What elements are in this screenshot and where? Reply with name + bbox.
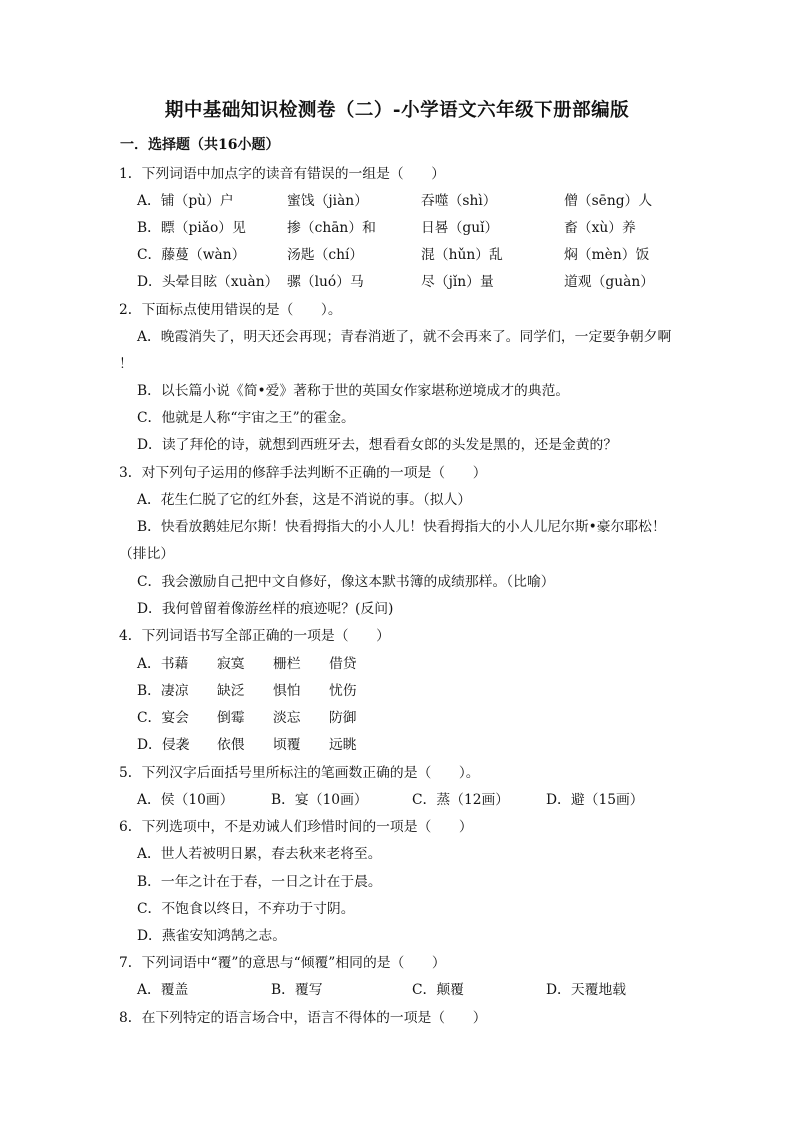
page-title: 期中基础知识检测卷（二）-小学语文六年级下册部编版	[164, 100, 630, 121]
option-d: D．避（15画）	[546, 792, 644, 808]
option-a: A．覆盖	[137, 982, 189, 998]
option-cell: 掺（chān）和	[287, 220, 376, 236]
option-cell: D．头晕目眩（xuàn）	[137, 274, 279, 290]
option-cell: 僧（sēng）人	[564, 193, 653, 209]
question-5-stem: 5．下列汉字后面括号里所标注的笔画数正确的是（ ）。	[119, 765, 480, 781]
option-cell: 日晷（guǐ）	[421, 220, 499, 236]
option-cell: A．铺（pù）户	[137, 193, 234, 209]
question-2-option-c: C．他就是人称“宇宙之王”的霍金。	[137, 410, 355, 426]
option-cell: 道观（guàn）	[564, 274, 655, 290]
option-cell: 倒霉	[217, 710, 245, 726]
question-2-option-a-continued: ！	[119, 356, 133, 372]
question-3-option-b-continued: （排比）	[119, 546, 175, 562]
option-cell: 借贷	[329, 656, 357, 672]
option-cell: C．宴会	[137, 710, 189, 726]
option-cell: 混（hǔn）乱	[421, 247, 503, 263]
question-2-option-a: A．晚霞消失了，明天还会再现；青春消逝了，就不会再来了。同学们，一定要争朝夕啊	[137, 329, 672, 345]
option-cell: 汤匙（chí）	[287, 247, 364, 263]
option-cell: B．瞟（piǎo）见	[137, 220, 246, 236]
question-3-stem: 3．对下列句子运用的修辞手法判断不正确的一项是（ ）	[119, 465, 487, 481]
option-cell: 依偎	[217, 737, 245, 753]
question-3-option-b: B．快看放鹅娃尼尔斯！快看拇指大的小人儿！快看拇指大的小人儿尼尔斯•豪尔耶松！	[137, 519, 666, 535]
option-cell: 骡（luó）马	[287, 274, 364, 290]
option-cell: 远眺	[329, 737, 357, 753]
option-cell: 惧怕	[273, 683, 301, 699]
question-3-option-d: D．我何曾留着像游丝样的痕迹呢？(反问)	[137, 601, 394, 617]
option-cell: D．侵袭	[137, 737, 190, 753]
question-2-option-d: D．读了拜伦的诗，就想到西班牙去，想看看女郎的头发是黑的，还是金黄的？	[137, 437, 618, 453]
option-cell: 吞噬（shì）	[421, 193, 497, 209]
option-a: A．侯（10画）	[137, 792, 234, 808]
option-c: C．蒸（12画）	[412, 792, 510, 808]
option-cell: 蜜饯（jiàn）	[287, 193, 368, 209]
question-6-option-d: D．燕雀安知鸿鹄之志。	[137, 928, 287, 944]
section-heading: 一．选择题（共16小题）	[120, 137, 280, 153]
option-cell: 缺泛	[217, 683, 245, 699]
option-cell: 顷覆	[273, 737, 301, 753]
option-cell: A．书藉	[137, 656, 189, 672]
option-cell: 畜（xù）养	[564, 220, 636, 236]
question-8-stem: 8．在下列特定的语言场合中，语言不得体的一项是（ ）	[119, 1010, 487, 1026]
option-cell: C．藤蔓（wàn）	[137, 247, 246, 263]
question-4-stem: 4．下列词语书写全部正确的一项是（ ）	[119, 628, 390, 644]
question-6-option-c: C．不饱食以终日，不弃功于寸阴。	[137, 901, 355, 917]
question-1-stem: 1．下列词语中加点字的读音有错误的一组是（ ）	[119, 166, 446, 182]
option-d: D．天覆地载	[546, 982, 627, 998]
option-c: C．颠覆	[412, 982, 464, 998]
question-6-option-a: A．世人若被明日累，春去秋来老将至。	[137, 846, 382, 862]
question-3-option-c: C．我会激励自己把中文自修好，像这本默书簿的成绩那样。（比喻）	[137, 574, 555, 590]
question-7-stem: 7．下列词语中“覆”的意思与“倾覆”相同的是（ ）	[119, 955, 446, 971]
question-2-option-b: B．以长篇小说《简•爱》著称于世的英国女作家堪称逆境成才的典范。	[137, 383, 570, 399]
option-b: B．宴（10画）	[271, 792, 368, 808]
option-b: B．覆写	[271, 982, 323, 998]
option-cell: 淡忘	[273, 710, 301, 726]
option-cell: 防御	[329, 710, 357, 726]
question-2-stem: 2．下面标点使用错误的是（ ）。	[119, 302, 342, 318]
question-6-option-b: B．一年之计在于春，一日之计在于晨。	[137, 874, 382, 890]
option-cell: 栅栏	[273, 656, 301, 672]
option-cell: 忧伤	[329, 683, 357, 699]
option-cell: 尽（jǐn）量	[421, 274, 494, 290]
option-cell: 焖（mèn）饭	[564, 247, 650, 263]
question-3-option-a: A．花生仁脱了它的红外套，这是不消说的事。（拟人）	[137, 492, 472, 508]
option-cell: 寂寞	[217, 656, 245, 672]
question-6-stem: 6．下列选项中，不是劝诫人们珍惜时间的一项是（ ）	[119, 819, 473, 835]
option-cell: B．凄凉	[137, 683, 189, 699]
